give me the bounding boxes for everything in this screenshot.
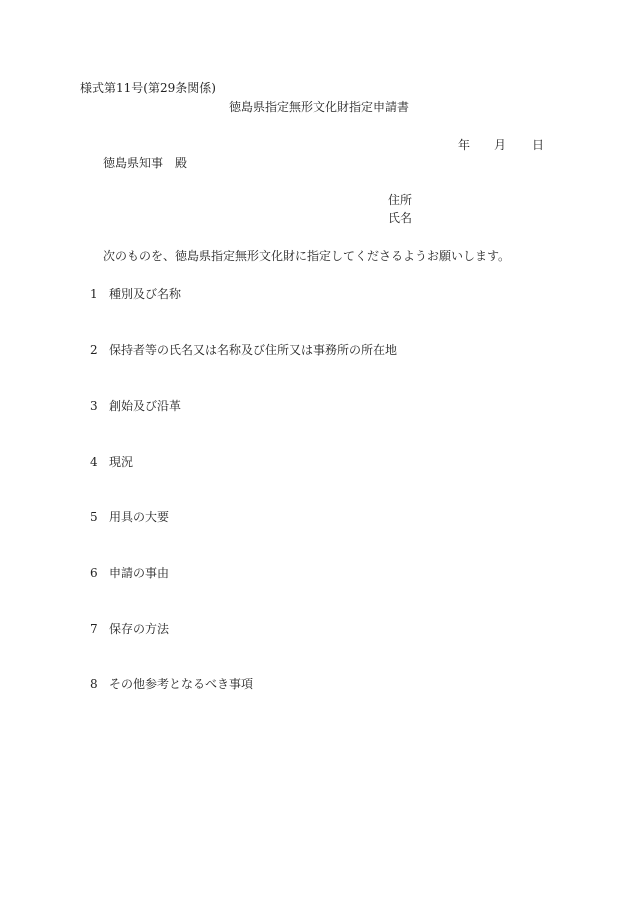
form-number: 様式第11号(第29条関係) (80, 81, 216, 95)
item-label: その他参考となるべき事項 (109, 677, 254, 691)
item-label: 種別及び名称 (109, 287, 182, 301)
applicant-address-label: 住所 (388, 193, 413, 207)
item-label: 保存の方法 (109, 622, 170, 636)
date-year-label: 年 (458, 138, 471, 152)
item-number: 6 (90, 566, 98, 580)
addressee-honorific: 殿 (175, 156, 188, 170)
item-label: 創始及び沿革 (109, 399, 182, 413)
date-line (458, 138, 544, 152)
item-4 (90, 455, 133, 469)
item-1 (90, 287, 181, 301)
document-title: 徳島県指定無形文化財指定申請書 (229, 100, 410, 114)
item-number: 2 (90, 343, 98, 357)
item-2 (90, 343, 397, 357)
item-number: 1 (90, 287, 98, 301)
date-day-label: 日 (532, 138, 545, 152)
addressee-name: 徳島県知事 (103, 156, 164, 170)
item-number: 5 (90, 510, 98, 524)
request-text: 次のものを、徳島県指定無形文化財に指定してくださるようお願いします。 (103, 249, 511, 263)
date-month-label: 月 (494, 138, 507, 152)
item-label: 用具の大要 (109, 510, 170, 524)
applicant-name-label: 氏名 (388, 211, 413, 225)
item-6 (90, 566, 169, 580)
item-3 (90, 399, 181, 413)
item-number: 4 (90, 455, 98, 469)
item-label: 保持者等の氏名又は名称及び住所又は事務所の所在地 (109, 343, 398, 357)
item-8 (90, 677, 253, 691)
item-number: 7 (90, 622, 98, 636)
item-number: 8 (90, 677, 98, 691)
item-label: 申請の事由 (109, 566, 170, 580)
item-label: 現況 (109, 455, 134, 469)
item-number: 3 (90, 399, 98, 413)
item-5 (90, 510, 169, 524)
addressee (103, 156, 187, 170)
item-7 (90, 622, 169, 636)
